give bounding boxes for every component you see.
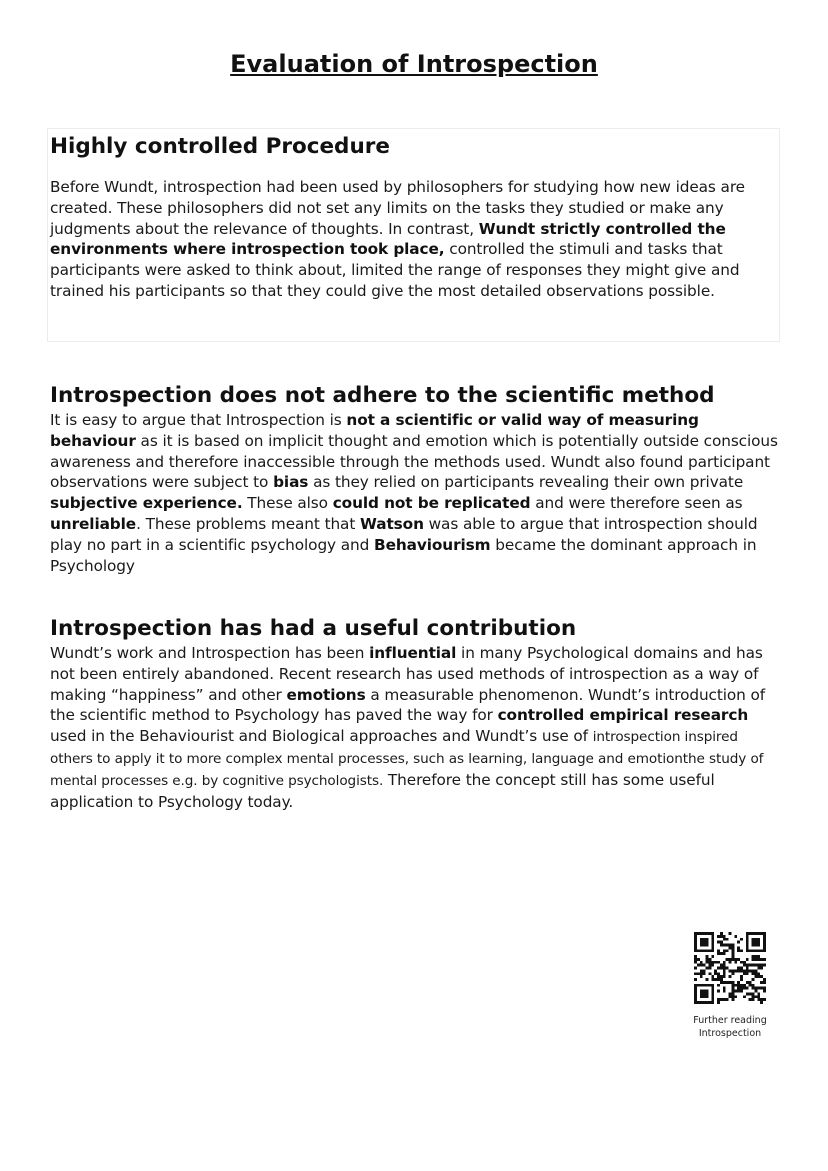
- text-run: Before Wundt, introspection had been used by philosophers for studying how new ideas are created. These philosophers did not set any limits on the tasks they studied or make any judgments about the relevance of thoughts. In contrast,: [50, 178, 745, 238]
- text-run: introspection inspired others to apply it to more complex mental processes, such as learning, language and emotionthe study of mental processes e.g. by cognitive psychologists.: [50, 729, 764, 789]
- section-scientific-method: [50, 382, 780, 576]
- text-run: as it is based on implicit thought and emotion which is potentially outside conscious awareness and therefore inaccessible through the methods used. Wundt also found participant observations were subject to: [50, 431, 778, 492]
- bold-text-run: Watson: [360, 514, 424, 533]
- bold-text-run: Wundt strictly controlled the environments where introspection took place,: [50, 219, 726, 259]
- text-run: It is easy to argue that Introspection is: [50, 411, 347, 429]
- section-heading: Introspection has had a useful contribution: [50, 616, 577, 641]
- bold-text-run: emotions: [286, 685, 366, 704]
- text-run: as they relied on participants revealing their own private: [308, 473, 744, 492]
- section-body: [50, 643, 780, 812]
- text-run: in many Psychological domains and has not been entirely abandoned. Recent research has used methods of introspection as a way of making “happiness” and other: [50, 644, 763, 704]
- text-run: Wundt’s work and Introspection has been: [50, 644, 370, 662]
- bold-text-run: controlled empirical research: [497, 706, 749, 725]
- bold-text-run: influential: [369, 644, 457, 662]
- text-run: used in the Behaviourist and Biological approaches and Wundt’s use of: [50, 727, 593, 746]
- bold-text-run: unreliable: [50, 514, 137, 533]
- section-highly-controlled-procedure: [50, 133, 780, 302]
- qr-block: [692, 932, 768, 1040]
- bold-text-run: Behaviourism: [374, 535, 491, 554]
- text-run: controlled the stimuli and tasks that participants were asked to think about, limited the range of responses they might give and trained his participants so that they could give the most detailed observations possible.: [50, 240, 740, 300]
- section-heading: Highly controlled Procedure: [50, 134, 390, 159]
- text-run: became the dominant approach in Psychology: [50, 535, 757, 575]
- text-run: These also: [242, 494, 333, 513]
- qr-caption: [692, 1014, 768, 1040]
- page-title: Evaluation of Introspection: [230, 50, 598, 78]
- text-run: and were therefore seen as: [530, 494, 743, 513]
- qr-caption-line1: Further reading: [693, 1015, 767, 1026]
- bold-text-run: bias: [273, 473, 309, 492]
- bold-text-run: could not be replicated: [332, 494, 531, 513]
- qr-caption-line2: Introspection: [698, 1028, 762, 1039]
- section-heading: Introspection does not adhere to the scientific method: [50, 383, 715, 408]
- text-run: Therefore the concept still has some useful application to Psychology today.: [50, 770, 715, 811]
- qr-code-icon[interactable]: [694, 932, 766, 1004]
- text-run: was able to argue that introspection should play no part in a scientific psychology and: [50, 514, 758, 554]
- bold-text-run: not a scientific or valid way of measuring behaviour: [50, 411, 699, 450]
- section-body: [50, 410, 780, 576]
- section-body: [50, 177, 780, 302]
- bold-text-run: subjective experience.: [50, 494, 243, 513]
- text-run: . These problems meant that: [136, 514, 360, 533]
- section-useful-contribution: [50, 615, 780, 812]
- text-run: a measurable phenomenon. Wundt’s introduction of the scientific method to Psychology has paved the way for: [50, 685, 766, 725]
